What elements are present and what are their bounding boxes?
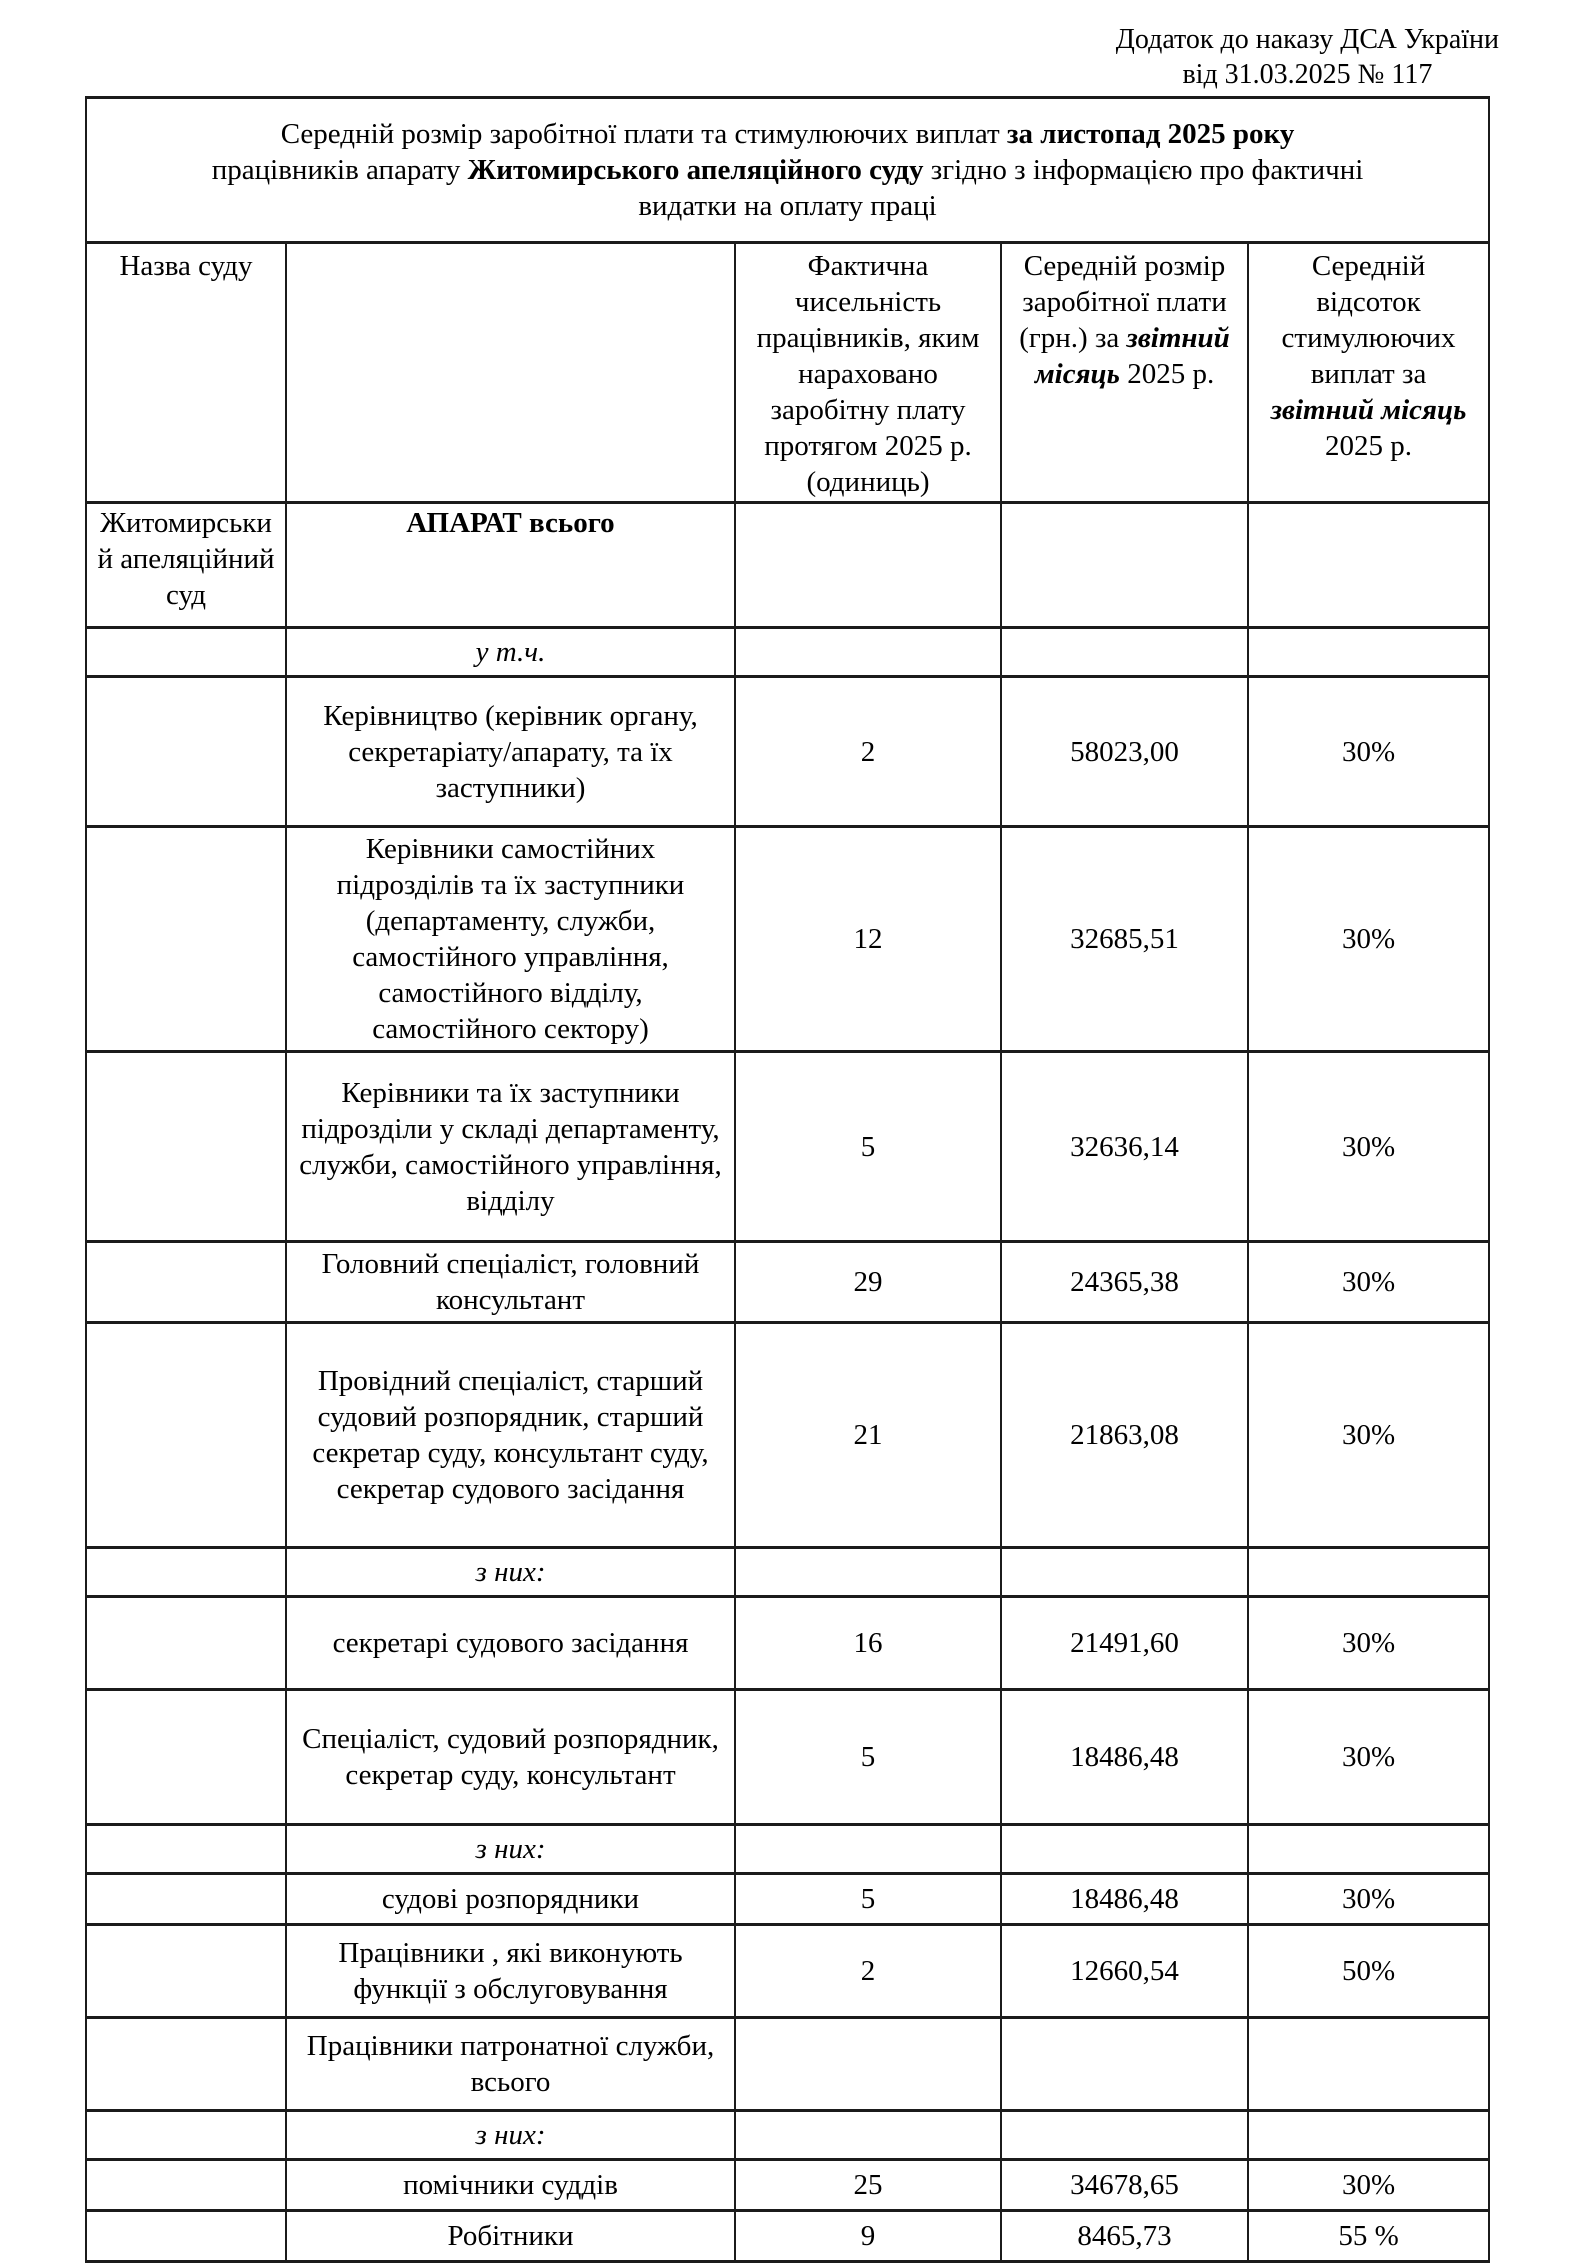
headcount-cell: 12	[735, 827, 1001, 1052]
category-cell: Головний спеціаліст, головний консультант	[286, 1242, 735, 1323]
title-line3: видатки на оплату праці	[638, 190, 937, 222]
salary-cell	[1001, 2018, 1248, 2111]
percent-cell	[1248, 503, 1489, 628]
table-row	[86, 1052, 1489, 1242]
headcount-cell: 16	[735, 1597, 1001, 1690]
percent-cell: 30%	[1248, 827, 1489, 1052]
title-line2-bold: Житомирського апеляційного суду	[467, 154, 924, 186]
title-line1: Середній розмір заробітної плати та стимулюючих виплат	[280, 118, 1007, 150]
category-cell: Робітники	[286, 2211, 735, 2262]
column-header-avg-bonus-percent: Середній відсоток стимулюючих виплат за звітний місяць 2025 р.	[1248, 243, 1489, 503]
headcount-cell: 5	[735, 1052, 1001, 1242]
column-header-category	[286, 243, 735, 503]
table-row	[86, 827, 1489, 1052]
column-header-court-name: Назва суду	[86, 243, 286, 503]
percent-cell: 30%	[1248, 1690, 1489, 1825]
percent-cell: 55 %	[1248, 2211, 1489, 2262]
salary-cell: 12660,54	[1001, 1925, 1248, 2018]
category-cell: Керівництво (керівник органу, секретаріату/апарату, та їх заступники)	[286, 677, 735, 827]
headcount-cell: 2	[735, 677, 1001, 827]
table-row	[86, 1323, 1489, 1548]
headcount-cell: 2	[735, 1925, 1001, 2018]
table-row	[86, 2211, 1489, 2262]
headcount-cell	[735, 628, 1001, 677]
percent-cell	[1248, 1825, 1489, 1874]
category-cell: Спеціаліст, судовий розпорядник, секретар суду, консультант	[286, 1690, 735, 1825]
percent-cell	[1248, 1548, 1489, 1597]
category-cell: з них:	[286, 1825, 735, 1874]
salary-cell: 32636,14	[1001, 1052, 1248, 1242]
table-row	[86, 1825, 1489, 1874]
category-cell: помічники суддів	[286, 2160, 735, 2211]
salary-cell	[1001, 628, 1248, 677]
table-row	[86, 503, 1489, 628]
order-annotation-line1: Додаток до наказу ДСА України	[1115, 24, 1499, 55]
table-row	[86, 2160, 1489, 2211]
salary-cell	[1001, 503, 1248, 628]
column-header-headcount: Фактична чисельність працівників, яким нараховано заробітну плату протягом 2025 р. (одиниць)	[735, 243, 1001, 503]
headcount-cell: 25	[735, 2160, 1001, 2211]
salary-cell: 58023,00	[1001, 677, 1248, 827]
title-line1-bold: за листопад 2025 року	[1006, 118, 1295, 150]
column-header-avg-salary: Середній розмір заробітної плати (грн.) за звітний місяць 2025 р.	[1001, 243, 1248, 503]
table-row	[86, 1597, 1489, 1690]
category-cell: Керівники самостійних підрозділів та їх заступники (департаменту, служби, самостійного управління, самостійного відділу, самостійного сектору)	[286, 827, 735, 1052]
percent-cell: 30%	[1248, 1052, 1489, 1242]
title-row	[86, 98, 1489, 243]
salary-cell: 34678,65	[1001, 2160, 1248, 2211]
table-row	[86, 1548, 1489, 1597]
percent-cell: 30%	[1248, 2160, 1489, 2211]
headcount-cell: 21	[735, 1323, 1001, 1548]
headcount-cell	[735, 1825, 1001, 1874]
table-row	[86, 1690, 1489, 1825]
headcount-cell: 9	[735, 2211, 1001, 2262]
title-line2-tail: згідно з інформацією про фактичні	[923, 154, 1364, 186]
percent-cell: 30%	[1248, 1597, 1489, 1690]
table-row	[86, 2018, 1489, 2111]
percent-cell	[1248, 2018, 1489, 2111]
category-cell: Працівники патронатної служби, всього	[286, 2018, 735, 2111]
category-cell: з них:	[286, 2111, 735, 2160]
category-cell: судові розпорядники	[286, 1874, 735, 1925]
salary-cell: 18486,48	[1001, 1874, 1248, 1925]
table-row	[86, 1242, 1489, 1323]
table-row	[86, 1874, 1489, 1925]
salary-cell: 21491,60	[1001, 1597, 1248, 1690]
salary-table	[85, 96, 1490, 2263]
header-row	[86, 243, 1489, 503]
category-cell: Керівники та їх заступники підрозділи у складі департаменту, служби, самостійного управління, відділу	[286, 1052, 735, 1242]
report-title	[86, 98, 1489, 243]
headcount-cell	[735, 2018, 1001, 2111]
table-row	[86, 1925, 1489, 2018]
percent-cell: 30%	[1248, 1874, 1489, 1925]
salary-cell: 24365,38	[1001, 1242, 1248, 1323]
table-row	[86, 677, 1489, 827]
salary-cell: 8465,73	[1001, 2211, 1248, 2262]
category-cell: секретарі судового засідання	[286, 1597, 735, 1690]
headcount-cell	[735, 503, 1001, 628]
category-cell: з них:	[286, 1548, 735, 1597]
percent-cell: 30%	[1248, 1242, 1489, 1323]
court-name-cell: Житомирський апеляційний суд	[86, 503, 286, 628]
category-cell: АПАРАТ всього	[286, 503, 735, 628]
headcount-cell	[735, 2111, 1001, 2160]
percent-cell	[1248, 628, 1489, 677]
percent-cell: 30%	[1248, 677, 1489, 827]
title-line2: працівників апарату	[211, 154, 468, 186]
salary-cell	[1001, 1548, 1248, 1597]
category-cell: Працівники , які виконують функції з обслуговування	[286, 1925, 735, 2018]
order-annotation-line2: від 31.03.2025 № 117	[1182, 59, 1433, 90]
salary-cell: 18486,48	[1001, 1690, 1248, 1825]
salary-cell: 32685,51	[1001, 827, 1248, 1052]
headcount-cell: 5	[735, 1690, 1001, 1825]
headcount-cell: 5	[735, 1874, 1001, 1925]
percent-cell: 30%	[1248, 1323, 1489, 1548]
salary-cell: 21863,08	[1001, 1323, 1248, 1548]
order-annotation	[1116, 22, 1499, 92]
percent-cell: 50%	[1248, 1925, 1489, 2018]
salary-cell	[1001, 1825, 1248, 1874]
headcount-cell	[735, 1548, 1001, 1597]
category-cell: у т.ч.	[286, 628, 735, 677]
headcount-cell: 29	[735, 1242, 1001, 1323]
percent-cell	[1248, 2111, 1489, 2160]
salary-cell	[1001, 2111, 1248, 2160]
category-cell: Провідний спеціаліст, старший судовий розпорядник, старший секретар суду, консультант суду, секретар судового засідання	[286, 1323, 735, 1548]
table-row	[86, 2111, 1489, 2160]
table-row	[86, 628, 1489, 677]
